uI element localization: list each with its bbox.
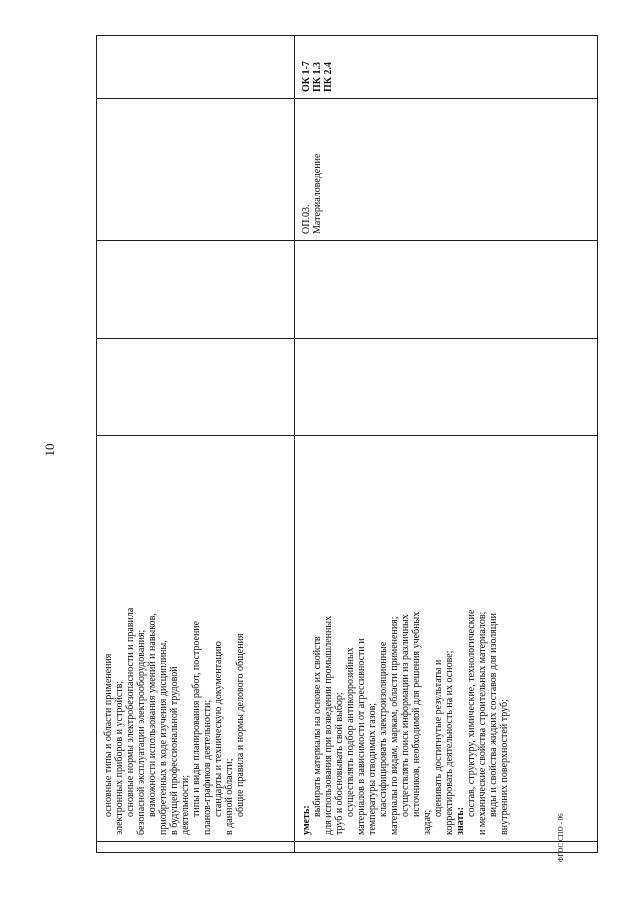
text-line: осуществлять поиск информации из различных [400, 614, 411, 817]
text-line: температуры отводимых газов; [367, 702, 378, 835]
lower-row-knowledge-text [301, 440, 510, 835]
upper-row-outer-cell [96, 841, 295, 853]
text-line: труб и обосновывать свой выбор; [334, 692, 345, 835]
discipline-info [301, 154, 323, 234]
text-line: типы и виды планирования работ, построение [191, 620, 202, 817]
text-line: возможности использования умений и навыков, [147, 613, 158, 817]
text-line: материалов в зависимости от агрессивности и [356, 638, 367, 835]
text-line: электронных приборов и устройств; [114, 680, 125, 835]
text-line: знать: [455, 806, 466, 835]
text-line: оценивать достигнутые результаты и [433, 659, 444, 817]
text-line: в будущей профессиональной трудовой [169, 666, 180, 835]
text-line: для использования при возведении промышленных [323, 615, 334, 835]
lower-row-hours2-cell [294, 240, 598, 339]
upper-row-competence-cell [96, 35, 295, 99]
text-line: приобретенных в ходе изучения дисциплины, [158, 640, 169, 835]
text-line: в данной области; [224, 758, 235, 835]
text-line: внутренних поверхностей труб; [499, 699, 510, 835]
table-rotated-layout [96, 35, 598, 853]
text-line: выбирать материалы на основе их свойств [312, 636, 323, 817]
text-line: состав, структуру, химические, технологические [466, 609, 477, 817]
text-line: основные нормы электробезопасности и правила [125, 607, 136, 817]
text-line: задач; [422, 809, 433, 835]
page-number: 10 [42, 443, 57, 457]
lower-row-knowledge-cell [294, 435, 598, 842]
text-line: уметь: [301, 805, 312, 835]
text-line: безопасной эксплуатации электрооборудования; [136, 629, 147, 835]
lower-row-competence-cell [294, 35, 598, 99]
competence-item: ПК 1.3 [312, 61, 323, 92]
upper-row-knowledge-cell [96, 435, 295, 842]
text-line: и механические свойства строительных материалов; [477, 611, 488, 835]
competence-item: ОК 1-7 [301, 61, 312, 92]
text-line: основные типы и области применения [103, 653, 114, 817]
text-line: корректировать деятельность на их основе; [444, 650, 455, 835]
text-line: материалы по видам, маркам, области применения; [389, 616, 400, 835]
text-line: осуществлять подбор антикоррозийных [345, 647, 356, 817]
text-line: виды и свойства жидких составов для изоляции [488, 613, 499, 817]
upper-row-discipline-cell [96, 98, 295, 241]
text-line: классифицировать электроизоляционные [378, 641, 389, 817]
text-line: деятельности; [180, 774, 191, 835]
footer-document-code: ФГОС СПО - 06 [557, 813, 565, 862]
upper-row-hours-cell [96, 338, 295, 436]
text-line: стандарты и техническую документацию [213, 641, 224, 817]
text-line: общие правила и нормы делового общения [235, 633, 246, 817]
lower-row-discipline-cell [294, 98, 598, 241]
discipline-name: Материаловедение [312, 153, 323, 234]
competence-item: ПК 2.4 [323, 61, 334, 92]
lower-row-outer-cell [294, 841, 598, 853]
lower-row-hours-cell [294, 338, 598, 436]
text-line: планов-графиков деятельности; [202, 699, 213, 835]
text-line: источников, необходимой для решения учебных [411, 611, 422, 817]
document-table [96, 35, 598, 853]
competence-list [301, 61, 334, 92]
upper-row-knowledge-text [103, 440, 246, 835]
upper-row-hours2-cell [96, 240, 295, 339]
discipline-code: ОП.03. [301, 204, 312, 234]
